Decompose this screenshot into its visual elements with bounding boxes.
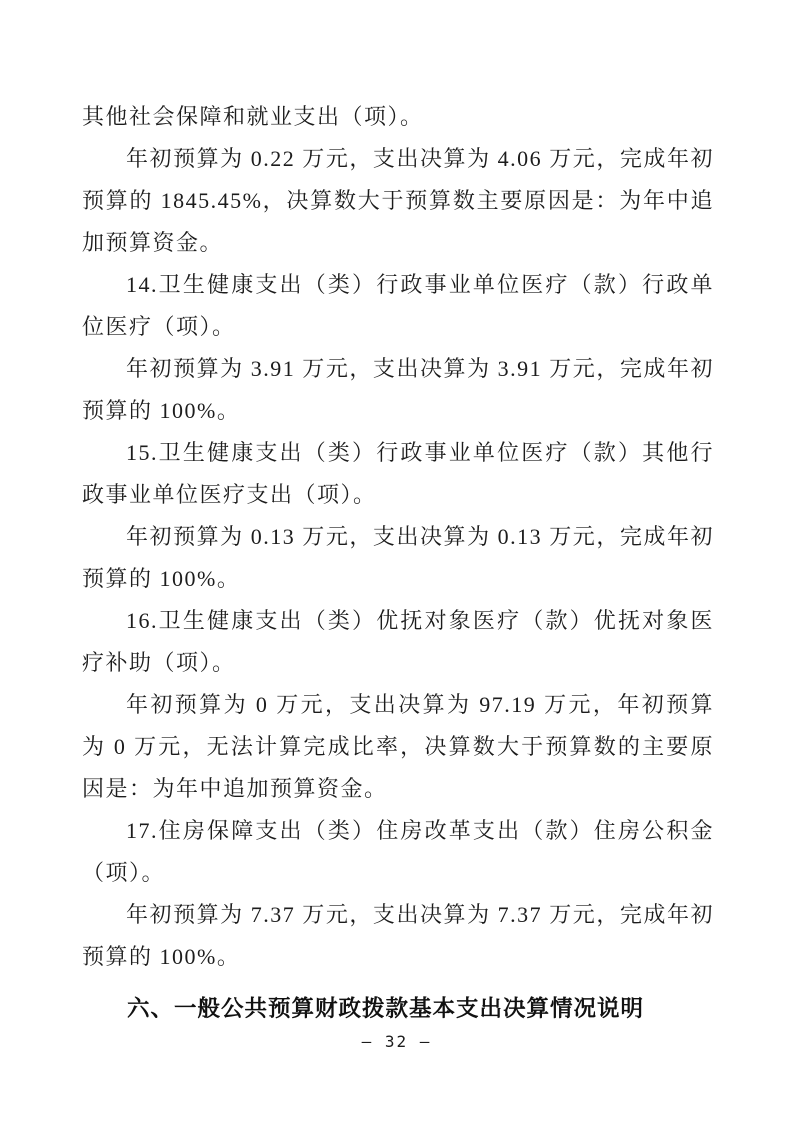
paragraph-item-16-detail: 年初预算为 0 万元，支出决算为 97.19 万元，年初预算为 0 万元，无法计算完成比率，决算数大于预算数的主要原因是：为年中追加预算资金。	[82, 692, 714, 801]
paragraph-item-16-title: 16.卫生健康支出（类）优抚对象医疗（款）优抚对象医疗补助（项）。	[82, 608, 714, 675]
paragraph-item-17-title: 17.住房保障支出（类）住房改革支出（款）住房公积金（项）。	[82, 818, 714, 885]
paragraph-item-15-title: 15.卫生健康支出（类）行政事业单位医疗（款）其他行政事业单位医疗支出（项）。	[82, 440, 714, 507]
paragraph-item-14-detail: 年初预算为 3.91 万元，支出决算为 3.91 万元，完成年初预算的 100%。	[82, 356, 714, 423]
paragraph-item-15-detail: 年初预算为 0.13 万元，支出决算为 0.13 万元，完成年初预算的 100%。	[82, 524, 714, 591]
section-heading-six: 六、一般公共预算财政拨款基本支出决算情况说明	[127, 996, 645, 1021]
paragraph-continuation: 其他社会保障和就业支出（项）。	[82, 104, 424, 129]
page-number: – 32 –	[361, 1032, 432, 1051]
paragraph-budget-13-detail: 年初预算为 0.22 万元，支出决算为 4.06 万元，完成年初预算的 1845.45%，决算数大于预算数主要原因是：为年中追加预算资金。	[82, 146, 714, 255]
paragraph-item-17-detail: 年初预算为 7.37 万元，支出决算为 7.37 万元，完成年初预算的 100%。	[82, 902, 714, 969]
document-body	[82, 96, 714, 1030]
paragraph-item-14-title: 14.卫生健康支出（类）行政事业单位医疗（款）行政单位医疗（项）。	[82, 272, 714, 339]
